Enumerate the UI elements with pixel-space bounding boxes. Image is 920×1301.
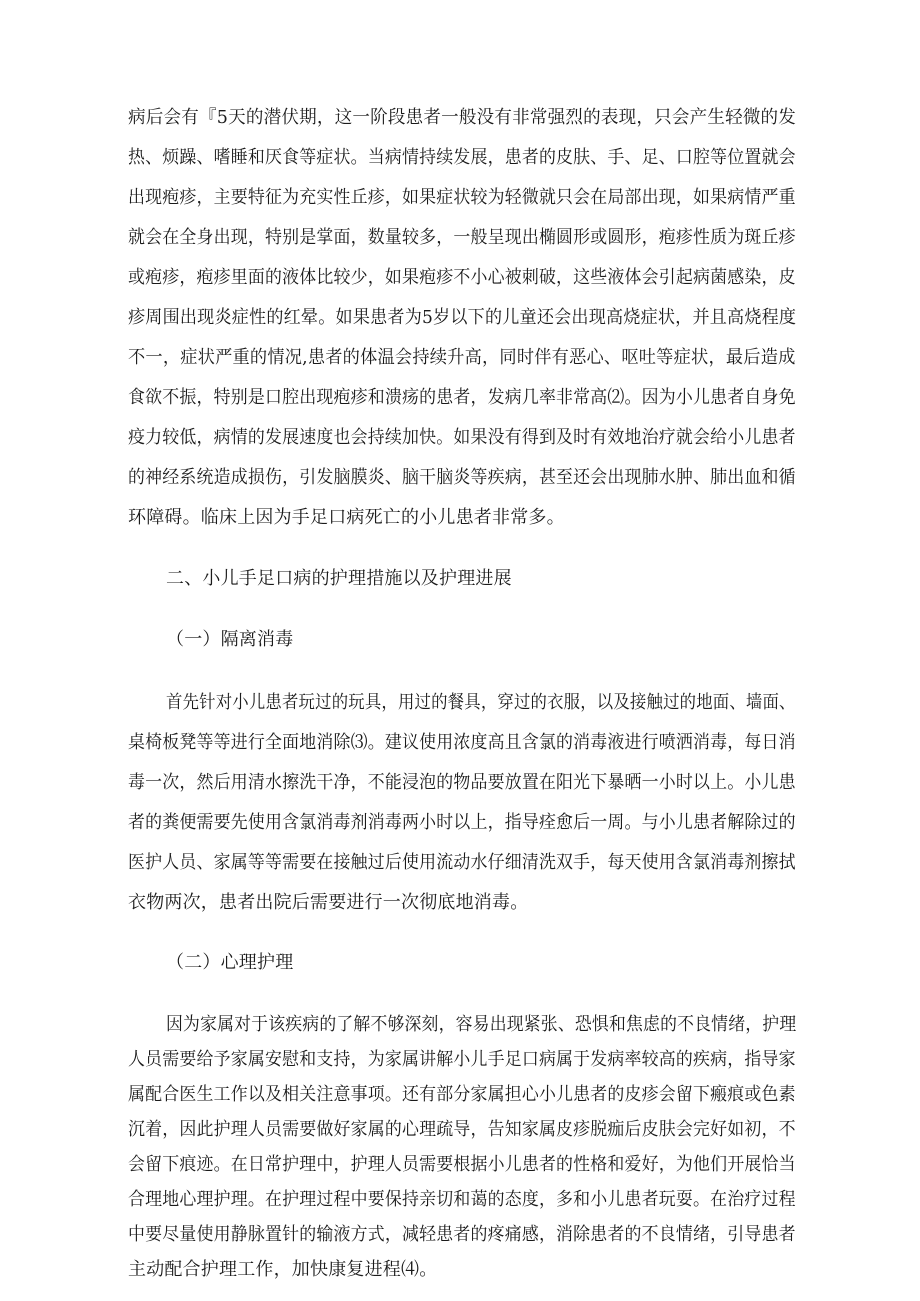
text-line: 病后会有『5天的潜伏期，这一阶段患者一般没有非常强烈的表现，只会产生轻微的发 <box>128 107 797 128</box>
text-line: 不一，症状严重的情况,患者的体温会持续升高，同时伴有恶心、呕吐等症状，最后造成 <box>128 347 796 368</box>
text-line: 疹周围出现炎症性的红晕。如果患者为5岁以下的儿童还会出现高烧症状，并且高烧程度 <box>128 307 797 328</box>
text-line: 食欲不振，特别是口腔出现疱疹和溃疡的患者，发病几率非常高⑵。因为小儿患者自身免 <box>128 387 796 408</box>
text-line: 首先针对小儿患者玩过的玩具，用过的餐具，穿过的衣服，以及接触过的地面、墙面、 <box>166 692 796 713</box>
text-line: 桌椅板凳等等进行全面地消除⑶。建议使用浓度高且含氯的消毒液进行喷洒消毒，每日消 <box>128 732 796 753</box>
text-line: 就会在全身出现，特别是掌面，数量较多，一般呈现出椭圆形或圆形，疱疹性质为斑丘疹 <box>128 227 796 248</box>
text-line: 人员需要给予家属安慰和支持，为家属讲解小儿手足口病属于发病率较高的疾病，指导家 <box>128 1049 796 1070</box>
text-line: 因为家属对于该疾病的了解不够深刻，容易出现紧张、恐惧和焦虑的不良情绪，护理 <box>166 1014 797 1035</box>
text-line: 环障碍。临床上因为手足口病死亡的小儿患者非常多。 <box>128 507 565 528</box>
subsection-heading-isolation: （一）隔离消毒 <box>166 629 294 650</box>
text-line: 中要尽量使用静脉置针的输液方式，减轻患者的疼痛感，消除患者的不良情绪，引导患者 <box>128 1224 796 1245</box>
subsection-heading-psychology: （二）心理护理 <box>166 952 294 973</box>
text-line: 者的粪便需要先使用含氯消毒剂消毒两小时以上，指导痊愈后一周。与小儿患者解除过的 <box>128 812 796 833</box>
text-line: 热、烦躁、嗜睡和厌食等症状。当病情持续发展，患者的皮肤、手、足、口腔等位置就会 <box>128 147 796 168</box>
text-line: 沉着，因此护理人员需要做好家属的心理疏导，告知家属皮疹脱痂后皮肤会完好如初，不 <box>128 1119 796 1140</box>
text-line: 的神经系统造成损伤，引发脑膜炎、脑干脑炎等疾病，甚至还会出现肺水肿、肺出血和循 <box>128 467 796 488</box>
text-line: 医护人员、家属等等需要在接触过后使用流动水仔细清洗双手，每天使用含氯消毒剂擦拭 <box>128 852 796 873</box>
text-line: 合理地心理护理。在护理过程中要保持亲切和蔼的态度，多和小儿患者玩耍。在治疗过程 <box>128 1189 796 1210</box>
text-line: 属配合医生工作以及相关注意事项。还有部分家属担心小儿患者的皮疹会留下瘢痕或色素 <box>128 1084 796 1105</box>
text-line: 或疱疹，疱疹里面的液体比较少，如果疱疹不小心被刺破，这些液体会引起病菌感染，皮 <box>128 267 796 288</box>
text-line: 主动配合护理工作，加快康复进程⑷。 <box>128 1259 438 1280</box>
text-line: 毒一次，然后用清水擦洗干净，不能浸泡的物品要放置在阳光下暴晒一小时以上。小儿患 <box>128 772 796 793</box>
text-line: 衣物两次，患者出院后需要进行一次彻底地消毒。 <box>128 892 529 913</box>
text-line: 出现疱疹，主要特征为充实性丘疹，如果症状较为轻微就只会在局部出现，如果病情严重 <box>128 187 796 208</box>
text-line: 会留下痕迹。在日常护理中，护理人员需要根据小儿患者的性格和爱好，为他们开展恰当 <box>128 1154 796 1175</box>
section-heading: 二、小儿手足口病的护理措施以及护理进展 <box>166 568 512 589</box>
text-line: 疫力较低，病情的发展速度也会持续加快。如果没有得到及时有效地治疗就会给小儿患者 <box>128 427 796 448</box>
